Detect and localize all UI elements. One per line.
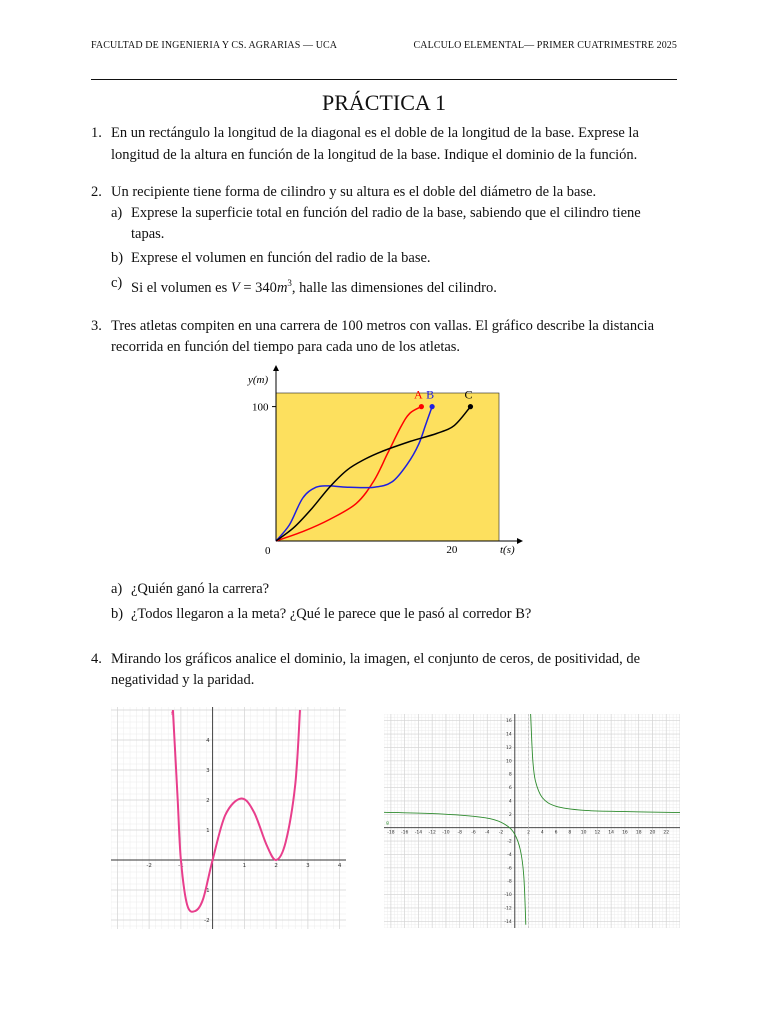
exercise-1-number: 1.	[91, 125, 102, 141]
y-tick-label: 16	[506, 719, 512, 725]
exercise-2a-line-1: Exprese la superficie total en función del radio de la base, sabiendo que el cilindro tiene	[131, 205, 641, 221]
x-tick-label: 1	[242, 863, 247, 869]
exercise-1-line-2: longitud de la altura en función de la longitud de la base. Indique el dominio de la función.	[111, 147, 638, 163]
y-tick-label: -1	[204, 887, 210, 894]
volume-exponent: 3	[287, 278, 292, 288]
series-end-point-a	[419, 404, 424, 409]
x-tick-label: -12	[428, 830, 436, 836]
x-tick-label: 12	[594, 830, 601, 836]
x-tick-label: 14	[608, 830, 615, 836]
exercise-3b-line-1: ¿Todos llegaron a la meta? ¿Qué le parece que le pasó al corredor B?	[131, 606, 532, 622]
x-tick-label-20: 20	[446, 544, 458, 556]
rational-function-graph	[384, 714, 680, 928]
exercise-2c-label: c)	[111, 275, 123, 291]
y-tick-label: -6	[507, 866, 512, 872]
legend-label-c: C	[464, 387, 473, 402]
x-tick-label: 4	[540, 830, 544, 836]
y-tick-label: -2	[204, 917, 210, 924]
plot-background	[276, 393, 499, 541]
volume-unit: m	[276, 279, 288, 296]
x-tick-label: 6	[554, 830, 558, 836]
exercise-2-number: 2.	[91, 184, 102, 200]
exercise-2c-pre: Si el volumen es	[131, 279, 231, 296]
header-right-text: CALCULO ELEMENTAL— PRIMER CUATRIMESTRE 2025	[413, 40, 677, 51]
y-tick-label: 12	[506, 745, 512, 751]
exercise-2a-line-2: tapas.	[131, 226, 165, 242]
x-tick-label: -2	[146, 863, 152, 869]
x-tick-label: 22	[663, 830, 670, 836]
y-tick-label: -2	[507, 839, 512, 845]
x-tick-label: 2	[274, 863, 278, 869]
exercise-4-line-1: Mirando los gráficos analice el dominio, la imagen, el conjunto de ceros, de positividad, de	[111, 651, 641, 667]
exercise-2c-post: , halle las dimensiones del cilindro.	[291, 279, 497, 296]
y-tick-label: 4	[508, 799, 512, 805]
polynomial-function-graph	[111, 707, 346, 929]
x-axis-label: t(s)	[500, 544, 515, 556]
y-tick-label: 2	[508, 812, 512, 818]
x-tick-label: -18	[387, 830, 395, 836]
exercise-2b-line-1: Exprese el volumen en función del radio de la base.	[131, 250, 431, 266]
header-rule	[91, 79, 677, 80]
x-tick-label: -14	[414, 830, 423, 836]
series-end-point-b	[430, 404, 435, 409]
y-tick-label: -12	[504, 906, 512, 912]
x-tick-label: -10	[442, 830, 450, 836]
exercise-3a-line-1: ¿Quién ganó la carrera?	[131, 581, 270, 597]
page-title: PRÁCTICA 1	[321, 90, 447, 115]
x-tick-label: -6	[471, 830, 476, 836]
x-tick-label: 18	[635, 830, 642, 836]
y-tick-label: 8	[508, 772, 512, 778]
function-label: g	[386, 821, 389, 826]
y-tick-label: 10	[506, 759, 512, 765]
y-tick-label: -10	[504, 893, 512, 899]
x-tick-label: 20	[649, 830, 656, 836]
exercise-2a-label: a)	[111, 205, 123, 221]
legend-label-b: B	[426, 387, 435, 402]
x-tick-label: -8	[457, 830, 462, 836]
exercise-3a-label: a)	[111, 581, 123, 597]
exercise-2b-label: b)	[111, 250, 124, 266]
x-tick-label: 8	[568, 830, 572, 836]
x-tick-label: -4	[485, 830, 490, 836]
volume-variable: V	[230, 279, 240, 296]
y-axis-arrow	[273, 365, 279, 371]
x-tick-label: -2	[498, 830, 504, 836]
exercise-2-line-1: Un recipiente tiene forma de cilindro y su altura es el doble del diámetro de la base.	[111, 184, 597, 200]
exercise-2c-line-1	[131, 273, 497, 299]
x-tick-label: 10	[580, 830, 587, 836]
y-tick-label: 4	[206, 737, 210, 744]
header-left-text: FACULTAD DE INGENIERIA Y CS. AGRARIAS — UCA	[91, 40, 338, 51]
exercise-1-line-1: En un rectángulo la longitud de la diagonal es el doble de la longitud de la base. Exprese la	[111, 125, 639, 141]
x-axis-arrow	[517, 538, 523, 544]
y-tick-label: 6	[508, 786, 512, 792]
y-tick-label: 14	[506, 732, 512, 738]
series-end-point-c	[468, 404, 473, 409]
legend-label-a: A	[414, 387, 423, 402]
x-tick-label: -16	[400, 830, 409, 836]
volume-equals: = 340	[239, 279, 277, 296]
x-tick-label: 16	[622, 830, 628, 836]
y-tick-label: -8	[507, 879, 512, 885]
exercise-3-line-2: recorrida en función del tiempo para cada uno de los atletas.	[111, 339, 461, 355]
exercise-3b-label: b)	[111, 606, 124, 622]
x-tick-label: 2	[527, 830, 530, 836]
y-tick-label: 1	[206, 827, 210, 834]
x-tick-label: 4	[337, 863, 342, 869]
exercise-3-line-1: Tres atletas compiten en una carrera de 100 metros con vallas. El gráfico describe la distancia	[111, 318, 655, 334]
y-tick-label: 100	[252, 401, 269, 414]
exercise-3-number: 3.	[91, 318, 102, 334]
exercise-4-number: 4.	[91, 651, 102, 667]
y-axis-label: y(m)	[248, 374, 269, 386]
y-tick-label: 3	[206, 767, 210, 774]
y-tick-label: 2	[206, 797, 210, 804]
y-tick-label: -4	[507, 852, 512, 858]
x-tick-label: 3	[306, 863, 310, 869]
x-tick-label: -1	[178, 863, 184, 869]
exercise-4-line-2: negatividad y la paridad.	[111, 672, 255, 688]
race-distance-chart	[240, 362, 540, 562]
x-tick-label-0: 0	[265, 545, 271, 557]
y-tick-label: -14	[504, 919, 512, 925]
function-label: f	[171, 711, 173, 717]
